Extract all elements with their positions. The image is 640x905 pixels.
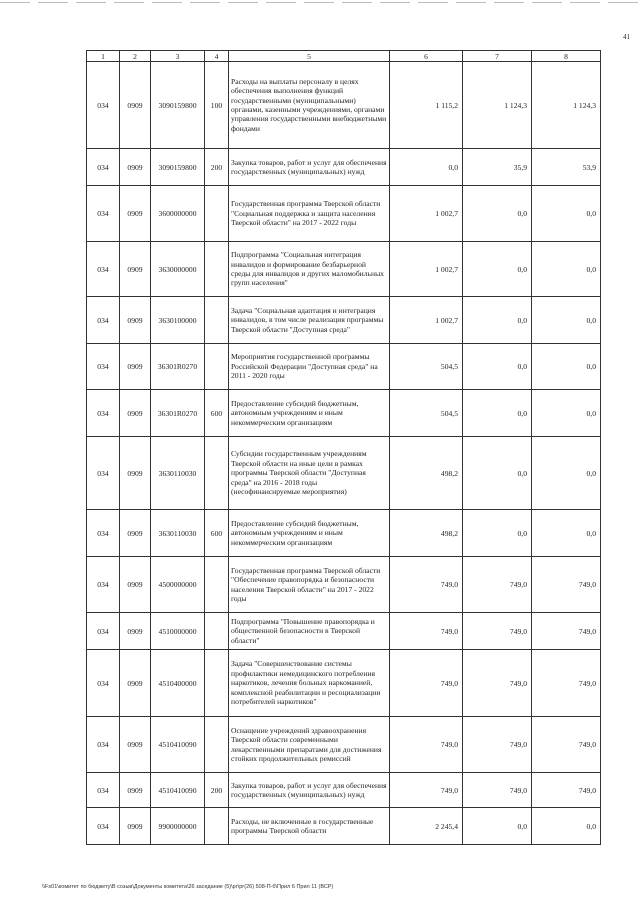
amount-col7: 35,9: [463, 149, 532, 186]
amount-col8: 0,0: [532, 808, 601, 845]
amount-col6: 749,0: [390, 650, 463, 717]
amount-col7: 0,0: [463, 344, 532, 390]
row-description: Субсидии государственным учреждениям Тверской области на иные цели в рамках программы Тверской области "Доступная среда" на 2016 - 2018 годы (несофинансируемые мероприятия): [229, 437, 390, 510]
target-article: 3630110030: [151, 437, 205, 510]
expense-type: [205, 650, 229, 717]
amount-col6: 1 002,7: [390, 297, 463, 344]
ministry-code: 034: [87, 242, 120, 297]
table-row: [87, 773, 601, 808]
target-article: 4500000000: [151, 557, 205, 613]
amount-col6: 749,0: [390, 717, 463, 773]
table-row: [87, 242, 601, 297]
ministry-code: 034: [87, 437, 120, 510]
section-code: 0909: [120, 557, 151, 613]
amount-col8: 0,0: [532, 242, 601, 297]
header-cell: 7: [463, 51, 532, 62]
section-code: 0909: [120, 613, 151, 650]
expense-type: 100: [205, 62, 229, 149]
amount-col6: 749,0: [390, 773, 463, 808]
expense-type: [205, 186, 229, 242]
row-description: Закупка товаров, работ и услуг для обеспечения государственных (муниципальных) нужд: [229, 149, 390, 186]
amount-col7: 0,0: [463, 390, 532, 437]
target-article: 4510400000: [151, 650, 205, 717]
expense-type: 600: [205, 510, 229, 557]
amount-col6: 498,2: [390, 510, 463, 557]
amount-col8: 749,0: [532, 557, 601, 613]
amount-col6: 749,0: [390, 613, 463, 650]
target-article: 4510410090: [151, 773, 205, 808]
row-description: Задача "Совершенствование системы профилактики немедицинского потребления наркотиков, лечения больных наркоманией, комплексной реабилитации и ресоциализации потребителей наркотиков": [229, 650, 390, 717]
amount-col6: 504,5: [390, 390, 463, 437]
amount-col6: 2 245,4: [390, 808, 463, 845]
budget-table: [86, 50, 601, 845]
amount-col7: 0,0: [463, 186, 532, 242]
amount-col7: 0,0: [463, 242, 532, 297]
amount-col6: 1 002,7: [390, 242, 463, 297]
table-row: [87, 650, 601, 717]
row-description: Подпрограмма "Социальная интеграция инвалидов и формирование безбарьерной среды для инвалидов и других маломобильных групп населения": [229, 242, 390, 297]
amount-col8: 0,0: [532, 510, 601, 557]
section-code: 0909: [120, 344, 151, 390]
expense-type: [205, 717, 229, 773]
row-description: Подпрограмма "Повышение правопорядка и общественной безопасности в Тверской области": [229, 613, 390, 650]
header-cell: 3: [151, 51, 205, 62]
section-code: 0909: [120, 510, 151, 557]
amount-col6: 749,0: [390, 557, 463, 613]
amount-col8: 0,0: [532, 186, 601, 242]
expense-type: [205, 613, 229, 650]
target-article: 36301R0270: [151, 344, 205, 390]
header-cell: 2: [120, 51, 151, 62]
row-description: Предоставление субсидий бюджетным, автономным учреждениям и иным некоммерческим организациям: [229, 510, 390, 557]
row-description: Государственная программа Тверской области "Социальная поддержка и защита населения Тверской области" на 2017 - 2022 годы: [229, 186, 390, 242]
target-article: 3600000000: [151, 186, 205, 242]
section-code: 0909: [120, 149, 151, 186]
header-cell: 4: [205, 51, 229, 62]
expense-type: [205, 297, 229, 344]
table-row: [87, 186, 601, 242]
amount-col7: 0,0: [463, 808, 532, 845]
amount-col7: 0,0: [463, 510, 532, 557]
row-description: Мероприятия государственной программы Российской Федерации "Доступная среда" на 2011 - 2020 годы: [229, 344, 390, 390]
row-description: Закупка товаров, работ и услуг для обеспечения государственных (муниципальных) нужд: [229, 773, 390, 808]
ministry-code: 034: [87, 613, 120, 650]
target-article: 9900000000: [151, 808, 205, 845]
amount-col7: 749,0: [463, 717, 532, 773]
section-code: 0909: [120, 717, 151, 773]
section-code: 0909: [120, 62, 151, 149]
amount-col8: 1 124,3: [532, 62, 601, 149]
header-cell: 5: [229, 51, 390, 62]
target-article: 4510000000: [151, 613, 205, 650]
amount-col8: 0,0: [532, 344, 601, 390]
amount-col7: 749,0: [463, 650, 532, 717]
amount-col6: 504,5: [390, 344, 463, 390]
ministry-code: 034: [87, 390, 120, 437]
page-number: 41: [623, 33, 630, 41]
table-row: [87, 149, 601, 186]
section-code: 0909: [120, 773, 151, 808]
section-code: 0909: [120, 808, 151, 845]
expense-type: [205, 557, 229, 613]
table-row: [87, 557, 601, 613]
ministry-code: 034: [87, 650, 120, 717]
target-article: 3630100000: [151, 297, 205, 344]
target-article: 3630110030: [151, 510, 205, 557]
expense-type: 200: [205, 773, 229, 808]
scan-edge-line: [0, 2, 640, 3]
header-cell: 6: [390, 51, 463, 62]
expense-type: [205, 242, 229, 297]
section-code: 0909: [120, 186, 151, 242]
ministry-code: 034: [87, 717, 120, 773]
target-article: 3090159800: [151, 62, 205, 149]
table-row: [87, 717, 601, 773]
section-code: 0909: [120, 297, 151, 344]
table-row: [87, 62, 601, 149]
table-row: [87, 344, 601, 390]
expense-type: [205, 344, 229, 390]
table-row: [87, 808, 601, 845]
row-description: Оснащение учреждений здравоохранения Тверской области современными лекарственными препаратами для достижения стойких продолжительных ремиссий: [229, 717, 390, 773]
section-code: 0909: [120, 242, 151, 297]
expense-type: [205, 437, 229, 510]
ministry-code: 034: [87, 149, 120, 186]
amount-col8: 0,0: [532, 297, 601, 344]
expense-type: [205, 808, 229, 845]
row-description: Расходы, не включенные в государственные программы Тверской области: [229, 808, 390, 845]
ministry-code: 034: [87, 186, 120, 242]
amount-col8: 749,0: [532, 773, 601, 808]
table-row: [87, 390, 601, 437]
amount-col8: 0,0: [532, 390, 601, 437]
section-code: 0909: [120, 390, 151, 437]
ministry-code: 034: [87, 808, 120, 845]
ministry-code: 034: [87, 773, 120, 808]
amount-col6: 0,0: [390, 149, 463, 186]
header-cell: 8: [532, 51, 601, 62]
amount-col7: 749,0: [463, 613, 532, 650]
amount-col6: 1 002,7: [390, 186, 463, 242]
target-article: 4510410090: [151, 717, 205, 773]
ministry-code: 034: [87, 62, 120, 149]
amount-col7: 1 124,3: [463, 62, 532, 149]
header-cell: 1: [87, 51, 120, 62]
expense-type: 200: [205, 149, 229, 186]
amount-col7: 749,0: [463, 557, 532, 613]
amount-col8: 53,9: [532, 149, 601, 186]
amount-col7: 0,0: [463, 297, 532, 344]
amount-col8: 749,0: [532, 613, 601, 650]
ministry-code: 034: [87, 297, 120, 344]
row-description: Расходы на выплаты персоналу в целях обеспечения выполнения функций государственными (муниципальными) органами, казенными учреждениями, органами управления государственными внебюджетными фондами: [229, 62, 390, 149]
ministry-code: 034: [87, 557, 120, 613]
header-row: [87, 51, 601, 62]
table-row: [87, 510, 601, 557]
amount-col6: 1 115,2: [390, 62, 463, 149]
ministry-code: 034: [87, 510, 120, 557]
section-code: 0909: [120, 437, 151, 510]
section-code: 0909: [120, 650, 151, 717]
target-article: 3630000000: [151, 242, 205, 297]
file-path-footer: \\Fs01\комитет по бюджету\В созыв\Документы комитета\26 заседание (5)\рг\рг(26) 508-П-б\Прил 6 Прил 11 (ВСР): [42, 884, 334, 890]
expense-type: 600: [205, 390, 229, 437]
target-article: 3090159800: [151, 149, 205, 186]
amount-col6: 498,2: [390, 437, 463, 510]
row-description: Государственная программа Тверской области "Обеспечение правопорядка и безопасности населения Тверской области" на 2017 - 2022 годы: [229, 557, 390, 613]
row-description: Задача "Социальная адаптация и интеграция инвалидов, в том числе реализация программы Тверской области "Доступная среда": [229, 297, 390, 344]
table-row: [87, 297, 601, 344]
amount-col8: 749,0: [532, 717, 601, 773]
amount-col8: 749,0: [532, 650, 601, 717]
amount-col7: 0,0: [463, 437, 532, 510]
target-article: 36301R0270: [151, 390, 205, 437]
row-description: Предоставление субсидий бюджетным, автономным учреждениям и иным некоммерческим организациям: [229, 390, 390, 437]
amount-col8: 0,0: [532, 437, 601, 510]
amount-col7: 749,0: [463, 773, 532, 808]
ministry-code: 034: [87, 344, 120, 390]
table-row: [87, 613, 601, 650]
table-row: [87, 437, 601, 510]
